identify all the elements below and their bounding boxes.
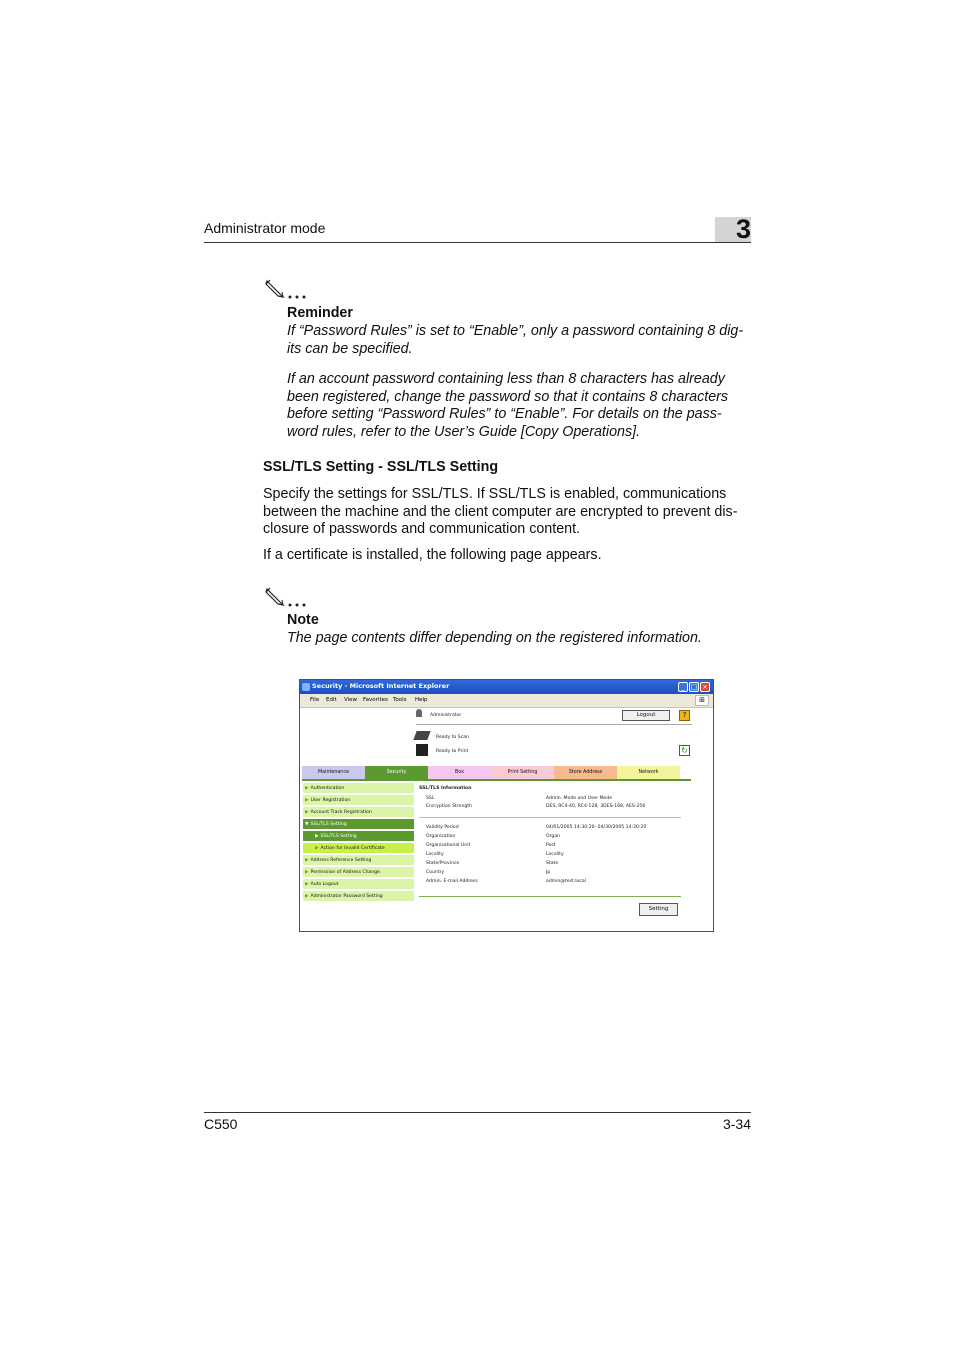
footer-page-number: 3-34 (722, 1116, 751, 1132)
info-divider (419, 817, 681, 818)
menu-edit[interactable]: Edit (326, 697, 337, 703)
info-value: Admin. Mode and User Mode (546, 796, 613, 801)
info-value: Locality (546, 852, 564, 857)
running-header-title: Administrator mode (204, 220, 326, 236)
menu-tools[interactable]: Tools (393, 697, 407, 703)
tab-security[interactable]: Security (365, 766, 428, 779)
sidebar-item-ssl-tls[interactable]: ▼ SSL/TLS Setting (303, 819, 414, 830)
info-value: Post (546, 843, 556, 848)
tab-network[interactable]: Network (617, 766, 680, 779)
chapter-number: 3 (735, 214, 751, 244)
info-value: Jp (546, 870, 551, 875)
note-heading: Note (287, 612, 319, 628)
note-pencil-icon (264, 586, 312, 613)
footer-model: C550 (204, 1116, 238, 1132)
browser-screenshot (299, 679, 714, 932)
user-name: Administrator (430, 713, 462, 718)
top-divider (416, 724, 692, 725)
tab-underline (302, 779, 691, 781)
info-label: Locality (426, 852, 444, 857)
section-heading: SSL/TLS Setting - SSL/TLS Setting (263, 459, 499, 475)
section-body-2: If a certificate is installed, the following page appears. (263, 547, 602, 563)
tab-maintenance[interactable]: Maintenance (302, 766, 365, 779)
sidebar-item-account-track[interactable]: ▶ Account Track Registration (303, 807, 414, 818)
logout-button[interactable]: Logout (622, 710, 670, 721)
user-icon (416, 709, 422, 717)
menu-file[interactable]: File (310, 697, 320, 703)
reminder-text-2: If an account password containing less than 8 characters has already been registered, change the password so that it contains 8 characters before setting “Password Rules” to “Enable”. For details on the pass- word rules, refer to the User’s Guide [Copy Operations]. (287, 371, 729, 440)
menu-bar (300, 694, 713, 708)
window-title: Security - Microsoft Internet Explorer (312, 682, 450, 690)
info-label: State/Province (426, 861, 460, 866)
status-print: Ready to Print (436, 749, 469, 754)
help-icon[interactable]: ? (679, 710, 690, 721)
ie-icon (302, 683, 310, 691)
info-label: Country (426, 870, 445, 875)
close-icon[interactable]: × (700, 682, 710, 692)
setting-button[interactable]: Setting (639, 903, 678, 916)
header-rule (204, 242, 751, 243)
reminder-text-1: If “Password Rules” is set to “Enable”, only a password containing 8 dig- its can be specified. (287, 323, 744, 357)
sidebar-item-user-registration[interactable]: ▶ User Registration (303, 795, 414, 806)
printer-icon (416, 744, 428, 756)
info-value: DES, RC4-40, RC4-128, 3DES-168, AES-256 (546, 804, 646, 809)
sidebar-subitem-invalid-cert[interactable]: ▶ Action for Invalid Certificate (303, 843, 414, 854)
status-scan: Ready to Scan (436, 735, 469, 740)
button-divider (419, 896, 681, 897)
sidebar-item-address-reference[interactable]: ▶ Address Reference Setting (303, 855, 414, 866)
sidebar-item-authentication[interactable]: ▶ Authentication (303, 783, 414, 794)
sidebar-item-auto-logout[interactable]: ▶ Auto Logout (303, 879, 414, 890)
note-pencil-icon (264, 278, 312, 305)
info-label: Organization (426, 834, 456, 839)
minimize-icon[interactable]: _ (678, 682, 688, 692)
tab-store-address[interactable]: Store Address (554, 766, 617, 779)
reminder-heading: Reminder (287, 305, 353, 321)
maximize-icon[interactable]: □ (690, 683, 698, 691)
scanner-icon (413, 731, 430, 740)
info-value: admin@test.local (546, 879, 586, 884)
menu-help[interactable]: Help (415, 697, 428, 703)
section-body: Specify the settings for SSL/TLS. If SSL/TLS is enabled, communications between the machine and the client computer are encrypted to prevent dis- closure of passwords and communication content. (263, 486, 738, 538)
info-label: Admin. E-mail Address (426, 879, 478, 884)
footer-rule (204, 1112, 751, 1113)
note-text: The page contents differ depending on the registered information. (287, 630, 702, 646)
info-value: Organ (546, 834, 561, 839)
windows-logo-icon: ⊞ (695, 695, 709, 706)
info-label: SSL (426, 796, 435, 801)
info-title: SSL/TLS Information (419, 786, 472, 791)
sidebar-subitem-ssl-tls-setting[interactable]: ▶ SSL/TLS Setting (303, 831, 414, 842)
menu-view[interactable]: View (344, 697, 358, 703)
menu-favorites[interactable]: Favorites (363, 697, 388, 703)
info-label: Validity Period (426, 825, 459, 830)
tab-print-setting[interactable]: Print Setting (491, 766, 554, 779)
info-value: 04/01/2005 14:30:20- 04/30/2005 14:30:20 (546, 825, 647, 830)
refresh-icon[interactable]: ↻ (679, 745, 690, 756)
info-value: State (546, 861, 559, 866)
sidebar-item-address-change[interactable]: ▶ Permission of Address Change (303, 867, 414, 878)
tab-box[interactable]: Box (428, 766, 491, 779)
sidebar-item-admin-password[interactable]: ▶ Administrator Password Setting (303, 891, 414, 902)
info-label: Encryption Strength (426, 804, 472, 809)
info-label: Organizational Unit (426, 843, 471, 848)
window-titlebar (300, 680, 713, 694)
